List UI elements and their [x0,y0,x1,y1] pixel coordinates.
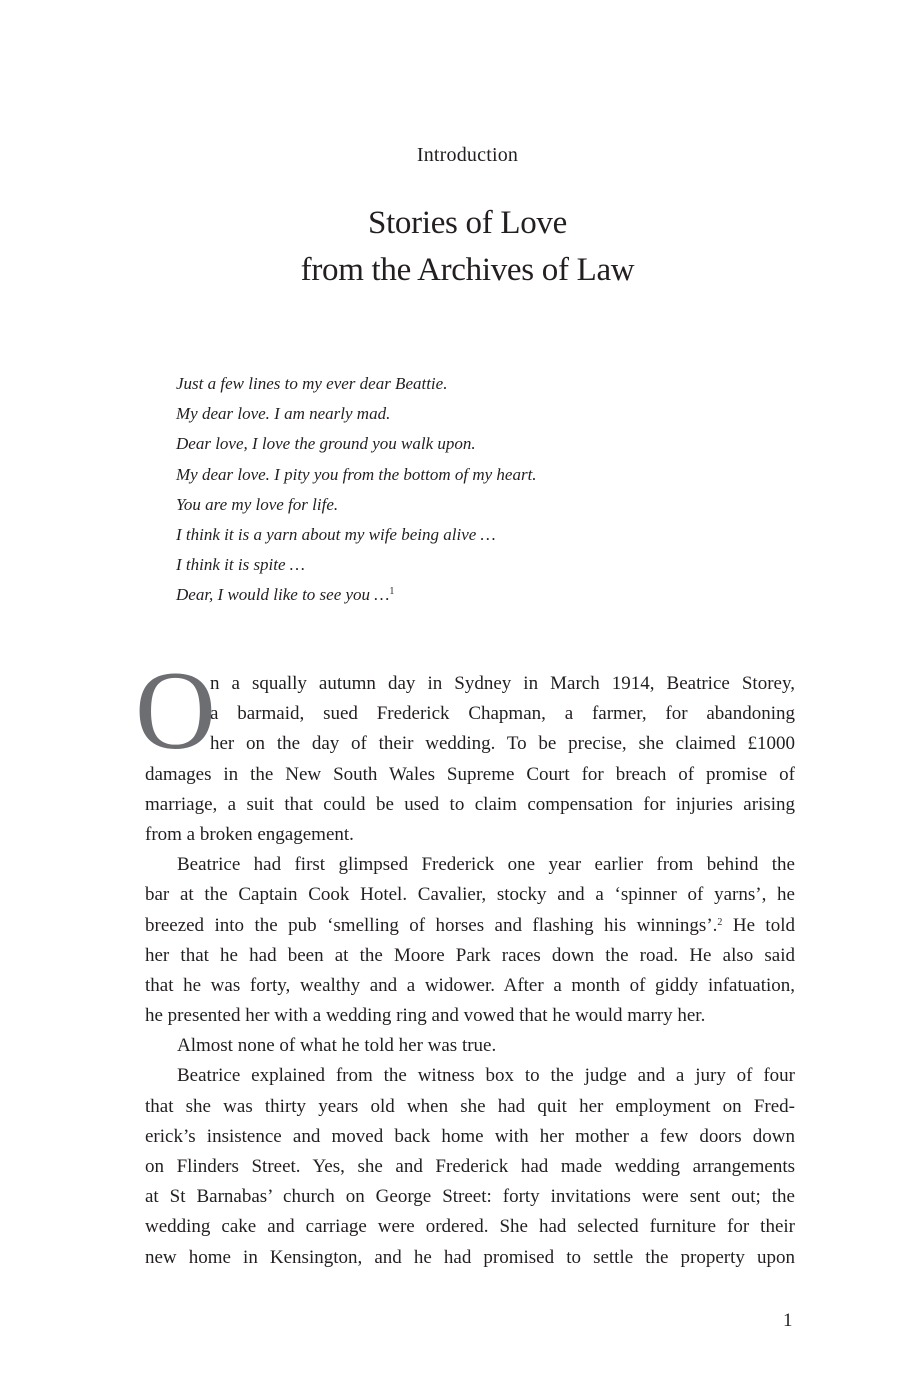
text-line: that he was forty, wealthy and a widower. After a month of giddy infatuation, [145,974,795,996]
text-line: erick’s insistence and moved back home with her mother a few doors down [145,1125,795,1147]
text-line: from a broken engagement. [145,823,354,845]
text-line: damages in the New South Wales Supreme Court for breach of promise of [145,763,795,785]
text-line: Beatrice had first glimpsed Frederick one year earlier from behind the [177,854,795,876]
chapter-label: Introduction [416,144,519,166]
chapter-title [0,200,900,294]
paragraph-continued [145,760,795,851]
text-line-with-footnote [145,911,795,941]
text-line: bar at the Captain Cook Hotel. Cavalier, stocky and a ‘spinner of yarns’, he [145,884,795,906]
text-line: at St Barnabas’ church on George Street: forty invitations were sent out; the [145,1186,795,1208]
epigraph-line-text: Dear, I would like to see you … [176,585,390,605]
text-line: a barmaid, sued Frederick Chapman, a farmer, for abandoning [210,703,795,725]
text-line: marriage, a suit that could be used to claim compensation for injuries arising [145,793,795,815]
epigraph-line: Dear love, I love the ground you walk upon. [176,434,476,454]
text-fragment: He told [732,914,795,936]
text-line: Beatrice explained from the witness box to the judge and a jury of four [177,1065,795,1087]
paragraph [145,1061,795,1272]
text-line: he presented her with a wedding ring and vowed that he would marry her. [145,1005,706,1027]
text-line: that she was thirty years old when she had quit her employment on Fred- [145,1095,795,1117]
body-text [135,649,795,1273]
text-line: on Flinders Street. Yes, she and Frederick had made wedding arrangements [145,1156,795,1178]
chapter-title-line: from the Archives of Law [300,252,635,288]
text-line: her on the day of their wedding. To be precise, she claimed £1000 [210,733,795,755]
epigraph-line: You are my love for life. [176,494,339,514]
epigraph-line: My dear love. I am nearly mad. [176,404,391,424]
footnote-ref[interactable]: 1 [389,586,395,598]
drop-cap: O [135,649,216,773]
epigraph-line: I think it is a yarn about my wife being alive … [176,525,496,545]
text-line: wedding cake and carriage were ordered. She had selected furniture for their [145,1216,795,1238]
paragraph [145,1031,795,1061]
epigraph-line: Just a few lines to my ever dear Beattie. [176,374,448,393]
epigraph-line: My dear love. I pity you from the bottom of my heart. [176,464,537,484]
footnote-ref[interactable]: 2 [717,916,723,928]
page-number: 1 [783,1310,793,1331]
paragraph [145,850,795,1031]
epigraph-line-last [176,580,537,610]
text-line: Almost none of what he told her was true. [177,1035,497,1057]
chapter-title-line: Stories of Love [368,205,567,241]
epigraph [176,369,537,611]
text-line: n a squally autumn day in Sydney in March 1914, Beatrice Storey, [210,673,795,694]
epigraph-line: I think it is spite … [176,555,305,575]
paragraph [135,649,795,773]
text-fragment: breezed into the pub ‘smelling of horses and flashing his winnings’. [145,914,718,936]
text-line: her that he had been at the Moore Park races down the road. He also said [145,944,795,966]
text-line: new home in Kensington, and he had promised to settle the property upon [145,1246,795,1268]
